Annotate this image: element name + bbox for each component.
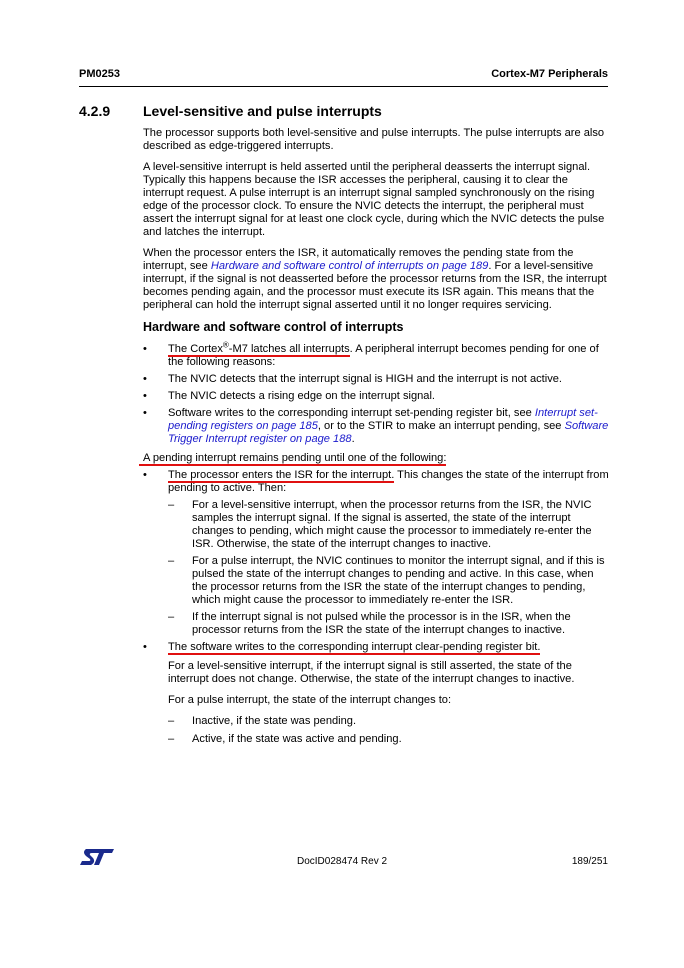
- dash-item: [168, 611, 609, 637]
- page-number: 189/251: [571, 856, 608, 867]
- paragraph: For a pulse interrupt, the state of the interrupt changes to:: [168, 694, 452, 706]
- pending-intro-wrap: [139, 452, 609, 465]
- st-logo-icon: [79, 848, 115, 866]
- section-number: 4.2.9: [79, 103, 111, 119]
- item-text: . A peripheral interrupt becomes pending for one of the following reasons:: [168, 343, 599, 368]
- paragraph-text: When the processor enters the ISR, it automatically removes the pending state from the interrupt, see: [143, 247, 574, 272]
- red-underline-annotation: [168, 340, 350, 357]
- section-title: Level-sensitive and pulse interrupts: [143, 103, 382, 119]
- dash-marker: –: [168, 611, 175, 623]
- item-text: For a level-sensitive interrupt, when the processor returns from the ISR, the NVIC samples the interrupt signal. If the signal is asserted, the state of the interrupt changes to pending, which might cause the processor to immediately re-enter the ISR. Otherwise, the state of the interrupt changes to inactive.: [192, 499, 592, 550]
- list-item: [143, 469, 609, 637]
- dash-item: [168, 715, 609, 728]
- dash-item: [168, 499, 609, 551]
- paragraph: A level-sensitive interrupt is held asserted until the peripheral deasserts the interrupt signal. Typically this happens because the ISR accesses the peripheral, causing it to clear the interrupt request. A pulse interrupt is an interrupt signal sampled synchronously on the rising edge of the processor clock. To ensure the NVIC detects the interrupt, the peripheral must assert the interrupt signal for at least one clock cycle, during which the NVIC detects the pulse and latches the interrupt.: [143, 161, 605, 238]
- item-text: .: [351, 433, 355, 445]
- doc-reference: DocID028474 Rev 2: [297, 856, 388, 867]
- dash-marker: –: [168, 733, 175, 745]
- cross-reference-link[interactable]: Software Trigger Interrupt register on page 188: [168, 420, 609, 445]
- item-text: , or to the STIR to make an interrupt pending, see: [317, 420, 565, 432]
- dash-item: [168, 555, 609, 607]
- list-item: [143, 390, 609, 403]
- bullet-marker: •: [143, 641, 147, 653]
- header-title: Cortex-M7 Peripherals: [491, 68, 608, 80]
- item-text: This changes the state of the interrupt from pending to active. Then:: [168, 469, 609, 494]
- paragraph: [143, 247, 609, 312]
- page-header: [79, 66, 608, 87]
- paragraph-text: . For a level-sensitive interrupt, if the signal is not deasserted before the processor returns from the ISR, the interrupt becomes pending again, and the processor must execute its ISR again. This means that the peripheral can hold the interrupt signal asserted until it no longer requires servicing.: [143, 260, 607, 311]
- pending-intro: A pending interrupt remains pending until one of the following:: [139, 452, 446, 466]
- list-item: [143, 407, 609, 446]
- item-text: Active, if the state was active and pending.: [192, 733, 402, 745]
- item-text: The NVIC detects that the interrupt signal is HIGH and the interrupt is not active.: [168, 373, 563, 385]
- dash-marker: –: [168, 715, 175, 727]
- dash-list: [168, 499, 609, 637]
- paragraph: The processor supports both level-sensitive and pulse interrupts. The pulse interrupts are also described as edge-triggered interrupts.: [143, 127, 605, 152]
- registered-mark: ®: [222, 340, 229, 350]
- item-text: Software writes to the corresponding interrupt set-pending register bit, see: [168, 407, 535, 419]
- dash-item: [168, 733, 609, 746]
- dash-list: [168, 715, 609, 746]
- subheading: Hardware and software control of interrupts: [143, 320, 404, 334]
- item-text: The Cortex: [168, 343, 223, 355]
- bullet-marker: •: [143, 390, 147, 402]
- item-text: The NVIC detects a rising edge on the interrupt signal.: [168, 390, 436, 402]
- item-text: Inactive, if the state was pending.: [192, 715, 357, 727]
- section-body: [143, 127, 609, 752]
- page-footer: [79, 848, 608, 868]
- cross-reference-link[interactable]: Hardware and software control of interrupts on page 189: [210, 260, 489, 272]
- dash-marker: –: [168, 499, 175, 511]
- bullet-marker: •: [143, 343, 147, 355]
- paragraph: For a level-sensitive interrupt, if the interrupt signal is still asserted, the state of the interrupt does not change. Otherwise, the state of the interrupt changes to inactive.: [168, 660, 575, 685]
- list-item: [143, 641, 609, 746]
- pending-list: [143, 469, 609, 746]
- item-text: If the interrupt signal is not pulsed while the processor is in the ISR, when the processor returns from the ISR the state of the interrupt changes to inactive.: [192, 611, 571, 636]
- reasons-list: [143, 340, 609, 446]
- doc-id: PM0253: [79, 68, 120, 80]
- cross-reference-link[interactable]: Interrupt set-pending registers on page 185: [168, 407, 598, 432]
- bullet-marker: •: [143, 407, 147, 419]
- dash-marker: –: [168, 555, 175, 567]
- red-underline-annotation: The software writes to the corresponding interrupt clear-pending register bit.: [168, 641, 541, 653]
- bullet-marker: •: [143, 373, 147, 385]
- list-item: [143, 340, 609, 369]
- item-text: -M7 latches all interrupts: [228, 343, 350, 355]
- item-text: For a pulse interrupt, the NVIC continues to monitor the interrupt signal, and if this is pulsed the state of the interrupt changes to pending and active. In this case, when the processor returns from the ISR the state of the interrupt changes to pending, which might cause the processor to immediately re-enter the ISR.: [192, 555, 605, 606]
- red-underline-annotation: The processor enters the ISR for the interrupt.: [168, 469, 395, 481]
- bullet-marker: •: [143, 469, 147, 481]
- list-item: [143, 373, 609, 386]
